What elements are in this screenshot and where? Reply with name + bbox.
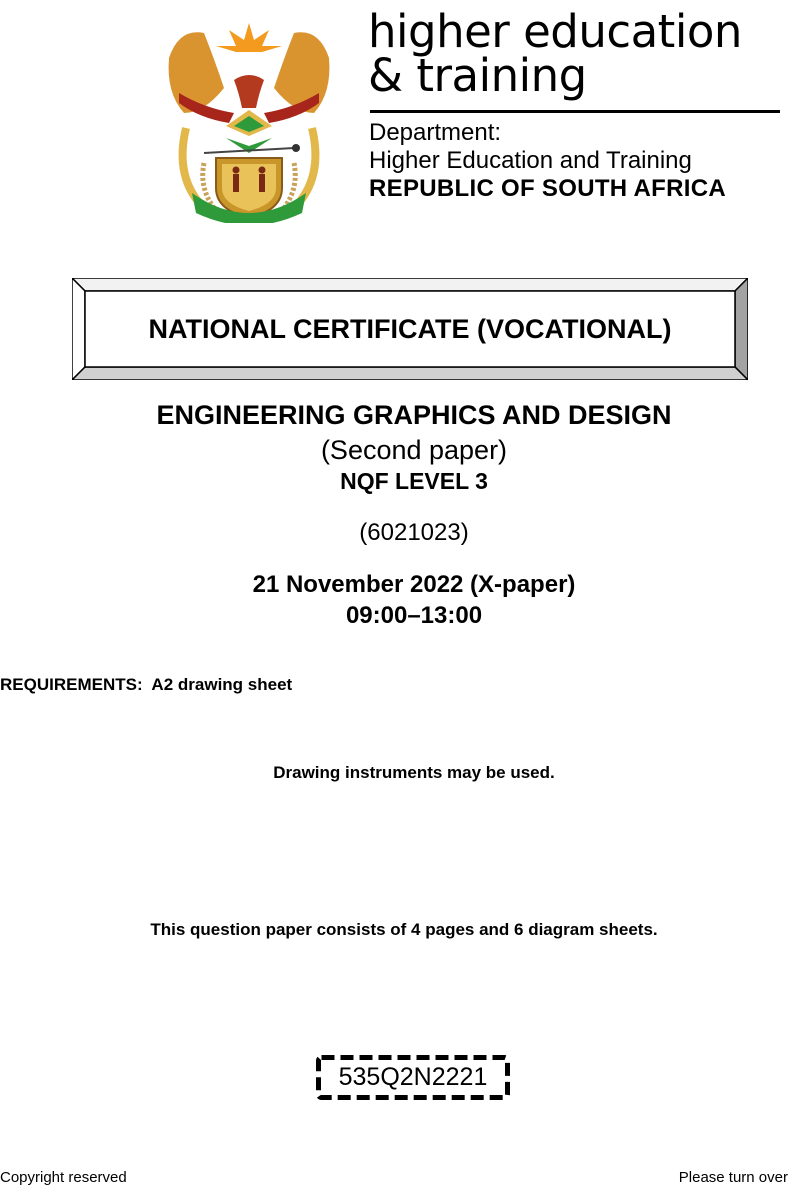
brand-line-2: & training — [368, 49, 587, 102]
brand-line-1: higher education — [368, 5, 742, 58]
nqf-level: NQF LEVEL 3 — [340, 468, 488, 494]
paper-code: 535Q2N2221 — [338, 1063, 488, 1091]
page-count-note: This question paper consists of 4 pages and 6 diagram sheets. — [150, 920, 658, 939]
paper-number: (Second paper) — [320, 435, 508, 465]
department-name: Higher Education and Training — [369, 147, 692, 174]
footer-turn-over: Please turn over — [678, 1169, 788, 1186]
subject-code: (6021023) — [359, 519, 469, 546]
certificate-title: NATIONAL CERTIFICATE (VOCATIONAL) — [148, 313, 672, 344]
requirements: REQUIREMENTS: A2 drawing sheet — [0, 675, 293, 694]
exam-date: 21 November 2022 (X-paper) — [252, 571, 576, 598]
department-country: REPUBLIC OF SOUTH AFRICA — [369, 175, 726, 202]
instruments-note: Drawing instruments may be used. — [273, 763, 555, 782]
exam-time: 09:00–13:00 — [345, 602, 483, 629]
footer-copyright: Copyright reserved — [0, 1169, 127, 1186]
department-label: Department: — [369, 119, 502, 146]
brand-divider — [370, 110, 780, 113]
subject-title: ENGINEERING GRAPHICS AND DESIGN — [156, 400, 672, 430]
coat-of-arms-icon — [164, 18, 334, 223]
